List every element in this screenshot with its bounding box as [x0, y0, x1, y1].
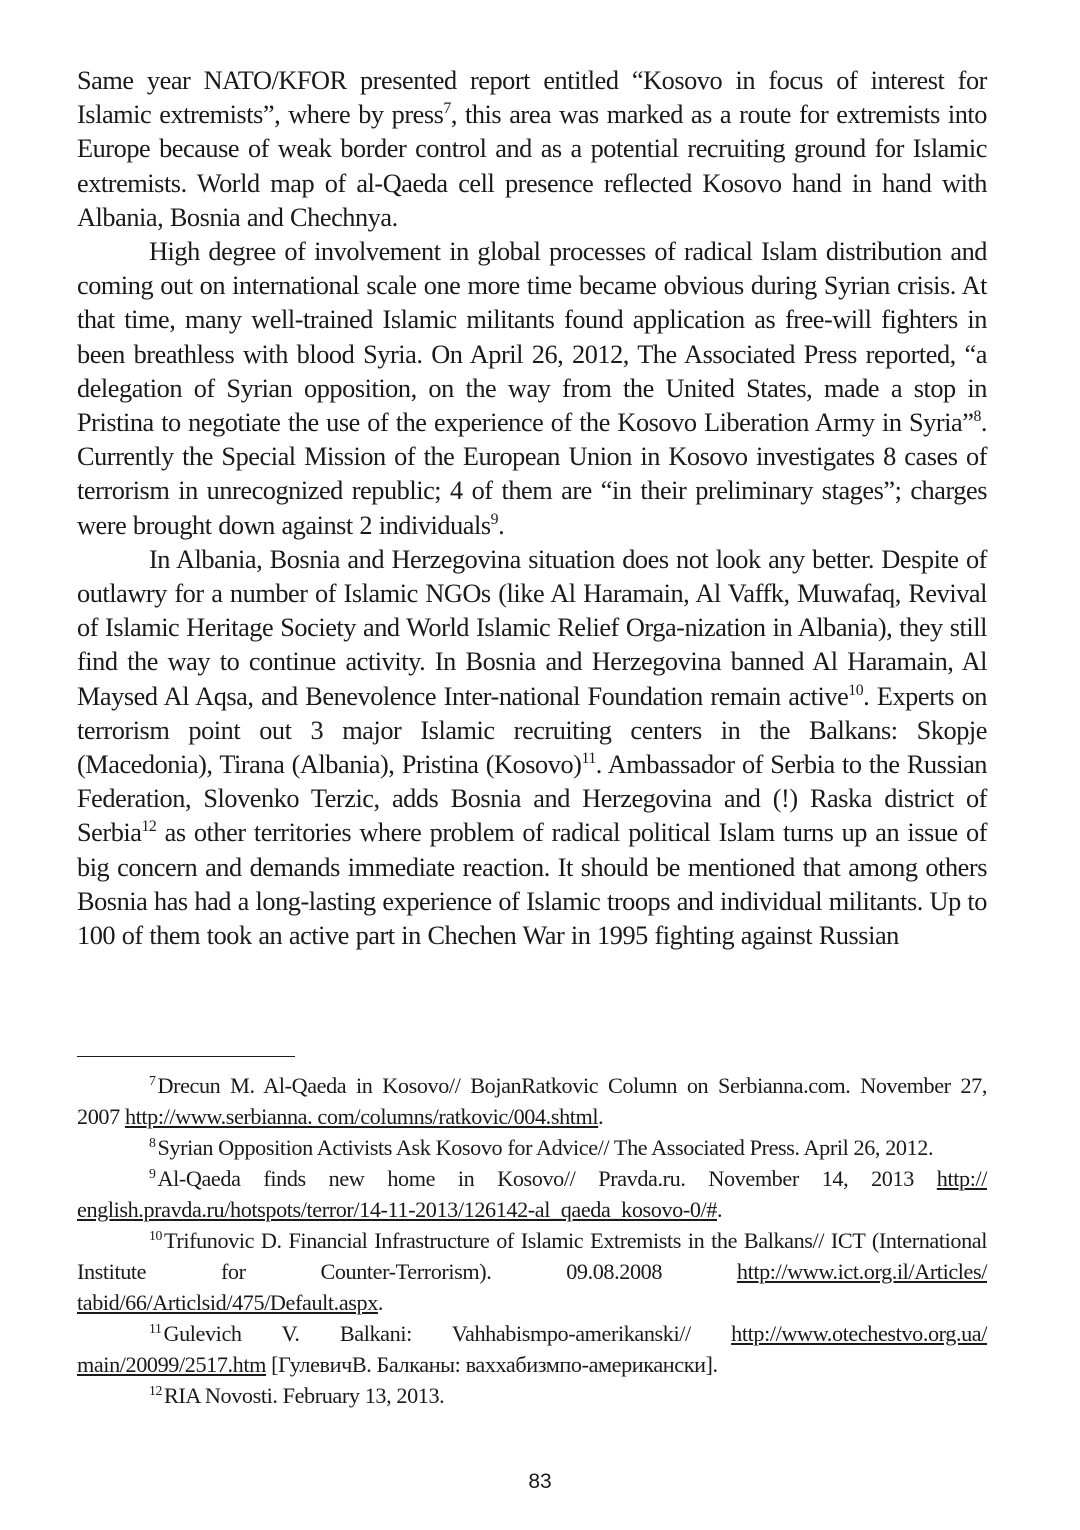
paragraph-text: In Albania, Bosnia and Herzegovina situation does not look any better. Despite of outlawry for a number of Islamic NGOs (like Al Haramain, Al Vaffk, Muwafaq, Revival of Islamic Heritage Society and World Islamic Relief Orga-nization in Albania), they still find the way to continue activity. In Bosnia and Herzegovina banned Al Haramain, Al Maysed Al Aqsa, and Benevolence Inter-national Foundation remain active: [77, 544, 987, 711]
footnote: [77, 1380, 987, 1411]
footnote-reference[interactable]: 9: [490, 510, 499, 528]
footnote-reference[interactable]: 10: [848, 681, 864, 699]
paragraph: [77, 235, 987, 543]
footnote: [77, 1225, 987, 1318]
footnote-separator: [77, 1056, 295, 1057]
paragraph-text: . Currently the Special Mission of the European Union in Kosovo investigates 8 cases of terrorism in unrecognized republic; 4 of them are “in their preliminary stages”; charges were brought down against 2 individuals: [77, 408, 987, 540]
footnote-link[interactable]: http:// english.pravda.ru/hotspots/terror/14-11-2013/126142-al_qaeda_kosovo-0/#: [77, 1166, 987, 1222]
footnote-text: Al-Qaeda finds new home in Kosovo// Pravda.ru. November 14, 2013: [157, 1166, 937, 1191]
footnote-text: RIA Novosti. February 13, 2013.: [163, 1383, 445, 1408]
footnote: [77, 1132, 987, 1163]
paragraph-text: Same year NATO/KFOR presented report entitled “Kosovo in focus of interest for Islamic extremists”, where by press: [77, 66, 987, 130]
footnote-number: 12: [149, 1383, 162, 1399]
body-text: [77, 64, 987, 953]
paragraph-text: High degree of involvement in global processes of radical Islam distribution and coming out on international scale one more time became obvious during Syrian crisis. At that time, many well-trained Islamic militants found application as free-will fighters in been breathless with blood Syria. On April 26, 2012, The Associated Press reported, “a delegation of Syrian opposition, on the way from the United States, made a stop in Pristina to negotiate the use of the experience of the Kosovo Liberation Army in Syria”: [77, 237, 987, 438]
footnote: [77, 1318, 987, 1380]
footnote-number: 8: [149, 1135, 156, 1151]
paragraph: [77, 64, 987, 235]
footnote-number: 9: [149, 1166, 156, 1182]
page-number: 83: [528, 1470, 552, 1493]
footnote: [77, 1163, 987, 1225]
footnote-text: .: [598, 1104, 604, 1129]
paragraph-text: , this area was marked as a route for extremists into Europe because of weak border control and as a potential recruiting ground for Islamic extremists. World map of al-Qaeda cell presence reflected Kosovo hand in hand with Albania, Bosnia and Chechnya.: [77, 100, 987, 232]
paragraph-text: . Ambassador of Serbia to the Russian Federation, Slovenko Terzic, adds Bosnia and Herzegovina and (!) Raska district of Serbia: [77, 750, 988, 848]
document-page: [77, 64, 987, 953]
footnote-text: .: [716, 1197, 723, 1222]
footnote-reference[interactable]: 7: [443, 100, 451, 118]
footnote-text: Trifunovic D. Financial Infrastructure of Islamic Extremists in the Balkans// ICT (International Institute for Counter-Terrorism). 09.08.2008: [77, 1228, 987, 1284]
footnote: [77, 1070, 987, 1132]
footnote-text: [ГулевичВ. Балканы: ваххабизмпо-американски].: [266, 1352, 718, 1377]
footnote-text: Drecun M. Al-Qaeda in Kosovo// BojanRatkovic Column on Serbianna.com. November 27, 2007: [77, 1073, 987, 1129]
footnote-link[interactable]: http://www.otechestvo.org.ua/ main/20099/2517.htm: [77, 1321, 987, 1377]
footnote-reference[interactable]: 11: [581, 750, 596, 768]
footnote-number: 11: [149, 1321, 162, 1337]
footnote-reference[interactable]: 12: [141, 818, 157, 836]
footnote-text: .: [377, 1290, 384, 1315]
footnote-reference[interactable]: 8: [973, 408, 981, 426]
footnote-number: 10: [149, 1228, 162, 1244]
footnote-link[interactable]: http://www.serbianna. com/columns/ratkovic/004.shtml: [124, 1104, 599, 1129]
paragraph: [77, 543, 987, 953]
paragraph-text: . Experts on terrorism point out 3 major Islamic recruiting centers in the Balkans: Skopje (Macedonia), Tirana (Albania), Pristina (Kosovo): [77, 681, 987, 780]
footnote-text: Syrian Opposition Activists Ask Kosovo for Advice// The Associated Press. April 26, 2012.: [157, 1135, 934, 1160]
footnote-link[interactable]: http://www.ict.org.il/Articles/ tabid/66/Articlsid/475/Default.aspx: [77, 1259, 987, 1315]
paragraph-text: .: [498, 510, 505, 540]
paragraph-text: as other territories where problem of radical political Islam turns up an issue of big concern and demands immediate reaction. It should be mentioned that among others Bosnia has had a long-lasting experience of Islamic troops and individual militants. Up to 100 of them took an active part in Chechen War in 1995 fighting against Russian: [77, 818, 987, 951]
footnote-number: 7: [149, 1073, 156, 1089]
footnote-text: Gulevich V. Balkani: Vahhabismpo-amerikanski//: [163, 1321, 732, 1346]
footnotes: [77, 1070, 987, 1411]
